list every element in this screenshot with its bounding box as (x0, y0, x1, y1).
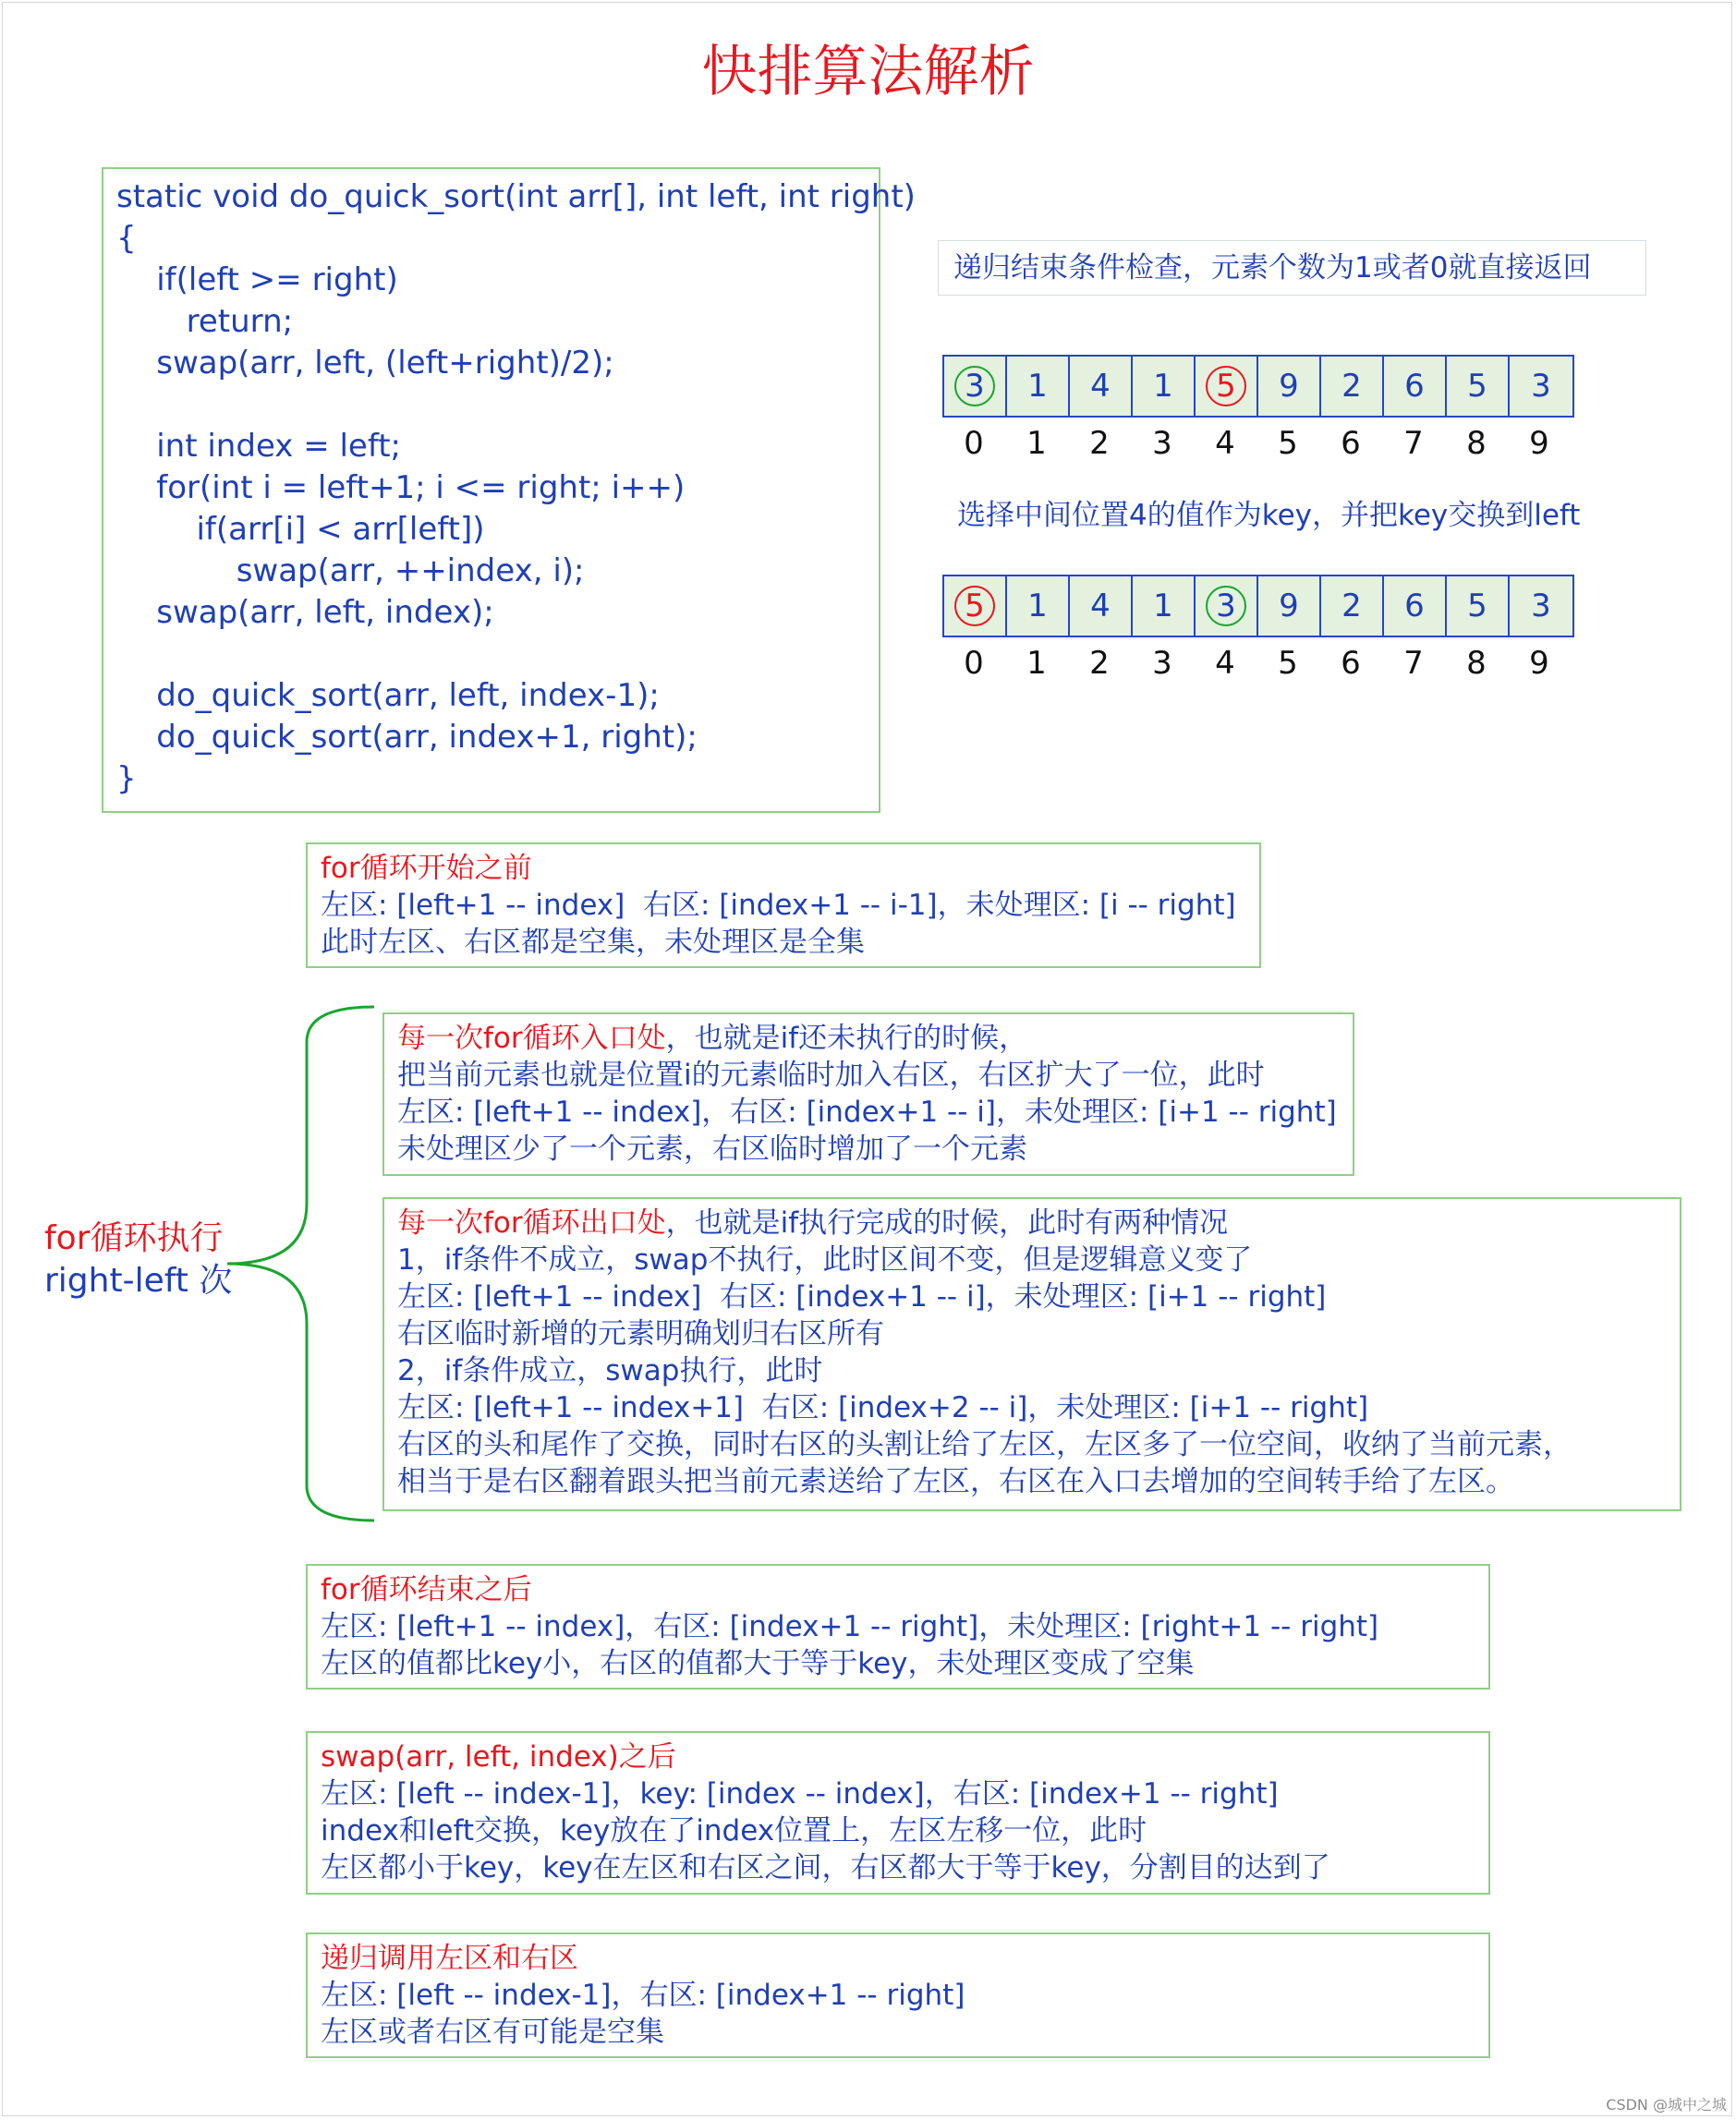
array-before-swap (942, 355, 1574, 418)
array-cell (1510, 576, 1572, 636)
index-label: 3 (1152, 425, 1172, 462)
code-line: static void do_quick_sort(int arr[], int left, int right) (116, 178, 916, 215)
code-line: do_quick_sort(arr, index+1, right); (116, 719, 698, 756)
array-cell (1384, 357, 1447, 416)
array-cell (1133, 576, 1196, 636)
recursion-box (306, 1932, 1490, 2058)
index-label: 4 (1215, 425, 1235, 462)
brace-icon (222, 1005, 379, 1522)
box-line: 左区: [left+1 -- index] 右区: [index+1 -- i-1]，未处理区: [i -- right] (321, 889, 1236, 922)
index-label: 3 (1152, 645, 1172, 682)
array-cell-value: 1 (1027, 588, 1048, 624)
array-cell (1321, 357, 1384, 416)
array-cell (1447, 357, 1510, 416)
index-label: 5 (1278, 645, 1298, 682)
box-line: 右区临时新增的元素明确划归右区所有 (397, 1317, 884, 1351)
array-cell (1321, 576, 1384, 636)
box-line: 左区的值都比key小，右区的值都大于等于key，未处理区变成了空集 (321, 1647, 1195, 1680)
box-line: 2，if条件成立，swap执行，此时 (397, 1354, 823, 1387)
code-line: for(int i = left+1; i <= right; i++) (116, 469, 686, 506)
index-label: 7 (1403, 425, 1424, 462)
code-box (102, 167, 916, 813)
select-key-note: 选择中间位置4的值作为key，并把key交换到left (957, 499, 1581, 532)
index-label: 2 (1089, 645, 1110, 682)
array-cell-value: 3 (954, 366, 995, 406)
box-heading-rest: ，也就是if还未执行的时候， (665, 1022, 1028, 1055)
array-cell (1070, 576, 1133, 636)
box-line: 左区: [left -- index-1]，右区: [index+1 -- right] (321, 1979, 965, 2012)
index-label: 0 (964, 645, 984, 682)
index-label: 4 (1215, 645, 1235, 682)
array-cell-value: 2 (1341, 588, 1362, 624)
array-cell (1007, 357, 1070, 416)
index-label: 9 (1529, 425, 1549, 462)
array-cell (1196, 576, 1258, 636)
before-loop-box (306, 842, 1261, 968)
box-line: 左区: [left -- index-1]，key: [index -- index]，右区: [index+1 -- right] (321, 1777, 1279, 1811)
index-label: 8 (1466, 425, 1487, 462)
after-swap-box (306, 1731, 1490, 1895)
box-line: 左区: [left+1 -- index+1] 右区: [index+2 -- i]，未处理区: [i+1 -- right] (397, 1391, 1369, 1424)
loop-label-line2: right-left 次 (44, 1262, 233, 1300)
array-cell (944, 576, 1007, 636)
array-cell-value: 1 (1153, 588, 1173, 624)
loop-label-line1: for循环执行 (44, 1219, 224, 1257)
array-cell-value: 5 (1467, 368, 1487, 405)
recursion-end-note: 递归结束条件检查，元素个数为1或者0就直接返回 (938, 240, 1646, 296)
array-cell (1447, 576, 1510, 636)
code-line: { (116, 220, 137, 257)
box-heading: 每一次for循环入口处 (397, 1022, 666, 1055)
loop-entry-box (382, 1012, 1354, 1176)
array-cell-value: 5 (954, 586, 995, 626)
box-line: 右区的头和尾作了交换，同时右区的头割让给了左区，左区多了一位空间，收纳了当前元素， (397, 1428, 1572, 1461)
array-cell-value: 6 (1404, 368, 1425, 405)
array-cell (1196, 357, 1258, 416)
box-heading-rest: ，也就是if执行完成的时候，此时有两种情况 (665, 1206, 1229, 1240)
index-label: 5 (1278, 425, 1298, 462)
array-cell-value: 1 (1153, 368, 1173, 405)
array-cell-value: 3 (1206, 586, 1246, 626)
array-cell-value: 5 (1206, 366, 1246, 406)
loop-exit-box (382, 1197, 1681, 1511)
box-line: 左区都小于key，key在左区和右区之间，右区都大于等于key，分割目的达到了 (321, 1851, 1330, 1884)
index-label: 1 (1026, 645, 1047, 682)
box-line: 左区: [left+1 -- index] 右区: [index+1 -- i]，未处理区: [i+1 -- right] (397, 1280, 1327, 1314)
code-line: } (116, 760, 137, 797)
array-cell (1258, 576, 1321, 636)
array-cell (1510, 357, 1572, 416)
code-line: swap(arr, left, index); (116, 594, 494, 631)
array-cell (944, 357, 1007, 416)
array-after-swap (942, 575, 1574, 637)
box-line: 此时左区、右区都是空集，未处理区是全集 (321, 926, 865, 959)
box-line: 左区或者右区有可能是空集 (321, 2016, 664, 2049)
box-line: 左区: [left+1 -- index]，右区: [index+1 -- i]，未处理区: [i+1 -- right] (397, 1096, 1337, 1129)
array-cell-value: 6 (1404, 588, 1425, 624)
box-line: 左区: [left+1 -- index]，右区: [index+1 -- right]，未处理区: [right+1 -- right] (321, 1610, 1379, 1643)
array-cell-value: 2 (1341, 368, 1362, 405)
code-line: swap(arr, left, (left+right)/2); (116, 345, 614, 382)
array-cell (1133, 357, 1196, 416)
code-line: return; (116, 303, 294, 340)
index-label: 9 (1529, 645, 1549, 682)
index-label: 7 (1403, 645, 1424, 682)
array-cell (1384, 576, 1447, 636)
index-row (942, 425, 1571, 462)
box-heading: for循环结束之后 (321, 1573, 532, 1606)
box-heading: for循环开始之前 (321, 852, 532, 885)
array-cell-value: 9 (1279, 368, 1299, 405)
code-line: if(arr[i] < arr[left]) (116, 511, 485, 548)
array-cell-value: 3 (1531, 368, 1551, 405)
loop-count-label (44, 1217, 232, 1302)
index-label: 6 (1341, 425, 1361, 462)
box-heading: swap(arr, left, index)之后 (321, 1740, 676, 1774)
array-cell-value: 4 (1090, 588, 1111, 624)
index-row (942, 645, 1571, 682)
box-heading: 每一次for循环出口处 (397, 1206, 666, 1240)
code-line: swap(arr, ++index, i); (116, 552, 585, 589)
array-cell-value: 3 (1531, 588, 1551, 624)
index-label: 0 (964, 425, 984, 462)
page-title: 快排算法解析 (701, 40, 1035, 104)
box-line: index和left交换，key放在了index位置上，左区左移一位，此时 (321, 1814, 1147, 1847)
box-heading-line (397, 1205, 1667, 1242)
code-line: if(left >= right) (116, 261, 398, 298)
index-label: 6 (1341, 645, 1361, 682)
array-cell (1070, 357, 1133, 416)
array-cell (1258, 357, 1321, 416)
after-loop-box (306, 1564, 1490, 1690)
box-line: 把当前元素也就是位置i的元素临时加入右区，右区扩大了一位，此时 (397, 1059, 1265, 1092)
index-label: 2 (1089, 425, 1110, 462)
box-heading: 递归调用左区和右区 (321, 1942, 578, 1975)
array-cell-value: 1 (1027, 368, 1048, 405)
index-label: 8 (1466, 645, 1487, 682)
box-line: 未处理区少了一个元素，右区临时增加了一个元素 (397, 1133, 1027, 1166)
watermark: CSDN @城中之城 (1606, 2096, 1727, 2114)
array-cell-value: 5 (1467, 588, 1487, 624)
array-cell (1007, 576, 1070, 636)
index-label: 1 (1026, 425, 1047, 462)
code-line: do_quick_sort(arr, left, index-1); (116, 677, 660, 714)
box-line: 相当于是右区翻着跟头把当前元素送给了左区，右区在入口去增加的空间转手给了左区。 (397, 1465, 1514, 1498)
array-cell-value: 4 (1090, 368, 1111, 405)
box-heading-line (397, 1020, 1340, 1057)
box-line: 1，if条件不成立，swap不执行，此时区间不变，但是逻辑意义变了 (397, 1243, 1253, 1277)
code-line: int index = left; (116, 428, 402, 465)
array-cell-value: 9 (1279, 588, 1299, 624)
